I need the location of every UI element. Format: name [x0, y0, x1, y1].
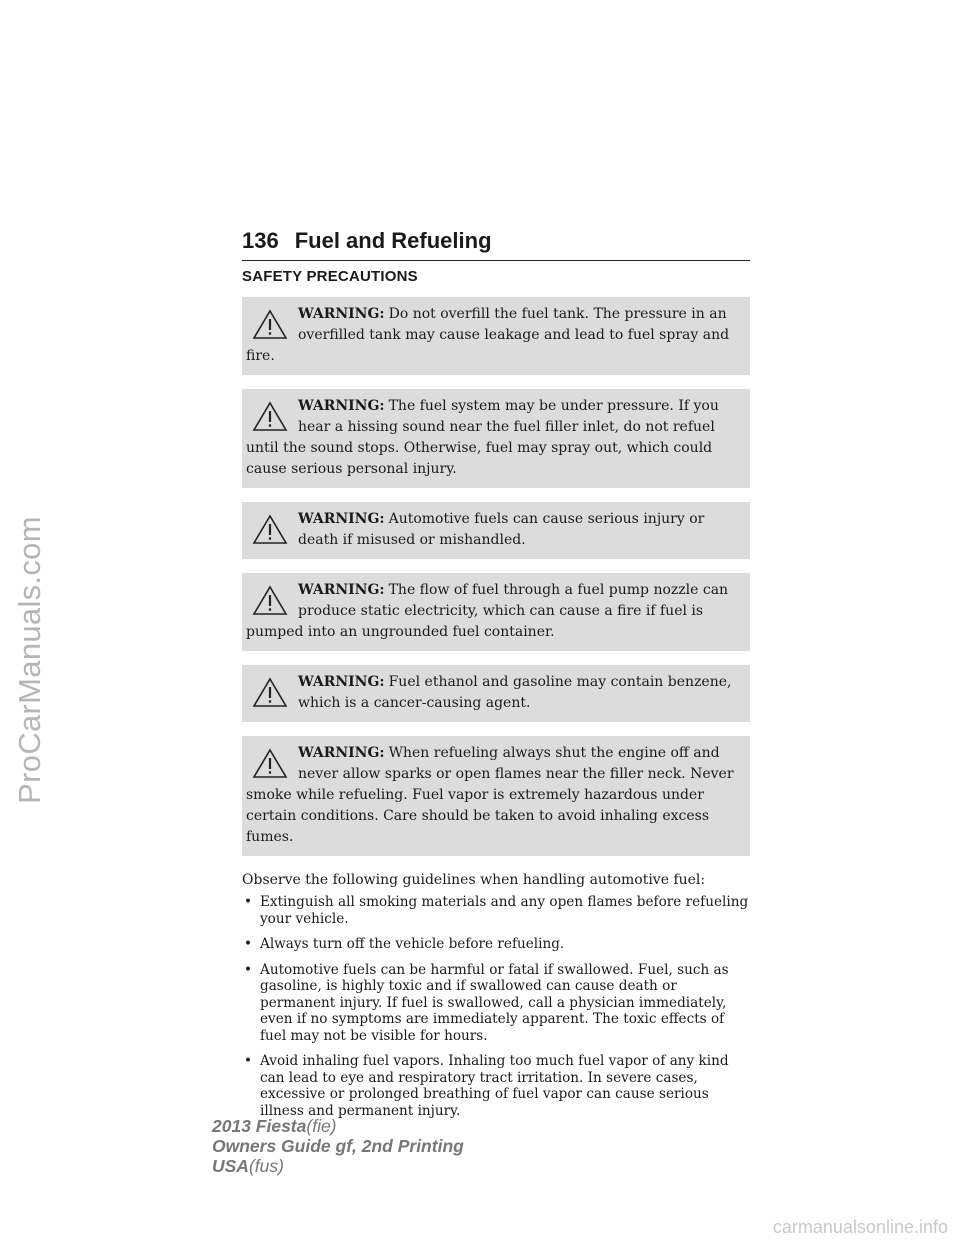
bullet-icon: • — [244, 961, 253, 978]
warning-label: WARNING: — [298, 674, 385, 690]
warning-box — [242, 502, 750, 559]
list-item-text: Extinguish all smoking materials and any open flames before refueling your vehicle. — [260, 894, 749, 927]
warning-label: WARNING: — [298, 582, 385, 598]
list-item — [242, 894, 750, 927]
guidelines-intro: Observe the following guidelines when handling automotive fuel: — [242, 872, 706, 888]
warning-triangle-icon — [252, 400, 288, 432]
list-item — [242, 1053, 750, 1119]
page-header — [242, 228, 750, 261]
warning-text: Automotive fuels can cause serious injury or death if misused or mishandled. — [298, 511, 705, 548]
warning-triangle-icon — [252, 676, 288, 708]
warning-label: WARNING: — [298, 398, 385, 414]
warning-text: The fuel system may be under pressure. If you hear a hissing sound near the fuel filler inlet, do not refuel until the sound stops. Otherwise, fuel may spray out, which could cause serious personal injury. — [246, 398, 719, 477]
warning-label: WARNING: — [298, 306, 385, 322]
footer-line-region — [212, 1156, 464, 1176]
warning-triangle-icon — [252, 308, 288, 340]
footer-line-model — [212, 1116, 464, 1136]
list-item-text: Automotive fuels can be harmful or fatal if swallowed. Fuel, such as gasoline, is highly toxic and if swallowed can cause death or permanent injury. If fuel is swallowed, call a physician immediately, even if no symptoms are immediately apparent. The toxic effects of fuel may not be visible for hours. — [260, 961, 729, 1044]
list-item-text: Avoid inhaling fuel vapors. Inhaling too much fuel vapor of any kind can lead to eye and respiratory tract irritation. In severe cases, excessive or prolonged breathing of fuel vapor can cause serious illness and permanent injury. — [260, 1053, 729, 1119]
footer-region-code: (fus) — [248, 1156, 284, 1176]
footer-region: USA — [212, 1156, 249, 1176]
footer-model: 2013 Fiesta — [212, 1116, 307, 1136]
warning-triangle-icon — [252, 584, 288, 616]
footer-model-code: (fie) — [306, 1116, 337, 1136]
warning-label: WARNING: — [298, 511, 385, 527]
section-title: SAFETY PRECAUTIONS — [242, 268, 418, 285]
page-footer — [212, 1116, 464, 1176]
warnings-list — [242, 297, 750, 856]
warning-text: When refueling always shut the engine off and never allow sparks or open flames near the filler neck. Never smoke while refueling. Fuel vapor is extremely hazardous under certain conditions. Care should be taken to avoid inhaling excess fumes. — [246, 745, 734, 845]
list-item-text: Always turn off the vehicle before refueling. — [260, 936, 565, 952]
warning-box — [242, 389, 750, 488]
bullet-icon: • — [244, 936, 253, 952]
warning-text: Do not overfill the fuel tank. The pressure in an overfilled tank may cause leakage and lead to fuel spray and fire. — [246, 306, 730, 364]
warning-box — [242, 573, 750, 651]
page-number: 136 — [242, 228, 279, 253]
warning-text: Fuel ethanol and gasoline may contain benzene, which is a cancer-causing agent. — [298, 674, 732, 711]
bottom-watermark: carmanualsonline.info — [772, 1217, 948, 1237]
bullet-icon: • — [244, 894, 253, 910]
bullet-icon: • — [244, 1053, 253, 1069]
warning-triangle-icon — [252, 747, 288, 779]
warning-triangle-icon — [252, 513, 288, 545]
warning-box — [242, 665, 750, 722]
warning-box — [242, 297, 750, 375]
manual-page — [242, 228, 750, 1128]
warning-label: WARNING: — [298, 745, 385, 761]
footer-line-guide — [212, 1136, 464, 1156]
list-item — [242, 936, 750, 953]
warning-box — [242, 736, 750, 856]
side-watermark-text: ProCarManuals.com — [12, 516, 47, 804]
guidelines-list — [242, 894, 750, 1119]
chapter-title: Fuel and Refueling — [294, 228, 492, 253]
side-watermark — [0, 230, 60, 1090]
footer-guide: Owners Guide gf, 2nd Printing — [212, 1136, 464, 1156]
list-item — [242, 962, 750, 1045]
warning-text: The flow of fuel through a fuel pump nozzle can produce static electricity, which can cause a fire if fuel is pumped into an ungrounded fuel container. — [246, 582, 729, 640]
